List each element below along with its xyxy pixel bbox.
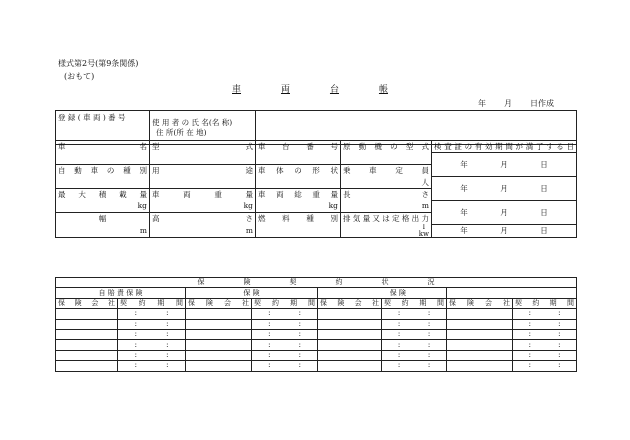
period-field[interactable]: : : xyxy=(513,329,577,339)
vehicle-weight-unit: kg xyxy=(150,200,256,212)
company-field[interactable] xyxy=(318,350,382,360)
expiry-date-2[interactable]: 年 月 日 xyxy=(432,177,577,201)
company-field[interactable] xyxy=(56,309,118,319)
company-field[interactable] xyxy=(56,350,118,360)
fuel-type-label: 燃料種別 xyxy=(256,212,341,224)
user-name-label: 使 用 者 の 氏 名(名 称) xyxy=(152,117,233,127)
inspection-expiry-label: 検査証の有効期間が満了する日 xyxy=(432,141,577,153)
company-field[interactable] xyxy=(56,329,118,339)
car-name-field[interactable] xyxy=(56,153,150,165)
width-unit: m xyxy=(56,224,150,237)
company-field[interactable] xyxy=(56,340,118,350)
date-made: 日作成 xyxy=(530,99,554,108)
period-field[interactable]: : : xyxy=(252,319,318,329)
period-field[interactable]: : : xyxy=(118,361,186,371)
period-field[interactable]: : : xyxy=(513,309,577,319)
company-field[interactable] xyxy=(56,319,118,329)
insurance-group-1: 保 険 xyxy=(186,288,318,298)
vehicle-class-label: 自動車の種別 xyxy=(56,165,150,177)
engine-model-label: 原動機の型式 xyxy=(341,141,432,153)
period-header: 契 約 期 間 xyxy=(513,298,577,308)
usage-label: 用途 xyxy=(150,165,256,177)
company-field[interactable] xyxy=(56,361,118,371)
company-field[interactable] xyxy=(318,309,382,319)
insurance-row xyxy=(56,340,577,350)
insurance-group-2: 保 険 xyxy=(318,288,447,298)
gross-weight-unit: kg xyxy=(256,200,341,212)
body-shape-field[interactable] xyxy=(256,177,341,189)
company-field[interactable] xyxy=(318,361,382,371)
company-header: 保 険 会 社 xyxy=(318,298,382,308)
period-field[interactable]: : : xyxy=(118,350,186,360)
height-label: 高さ xyxy=(150,212,256,224)
period-field[interactable]: : : xyxy=(252,350,318,360)
company-field[interactable] xyxy=(186,309,252,319)
company-header: 保 険 会 社 xyxy=(447,298,513,308)
expiry-date-3[interactable]: 年 月 日 xyxy=(432,200,577,224)
expiry-date-1[interactable]: 年 月 日 xyxy=(432,153,577,177)
period-field[interactable]: : : xyxy=(382,340,447,350)
car-name-label: 車名 xyxy=(56,141,150,153)
company-field[interactable] xyxy=(447,361,513,371)
company-field[interactable] xyxy=(447,350,513,360)
period-field[interactable]: : : xyxy=(252,361,318,371)
chassis-number-label: 車台番号 xyxy=(256,141,341,153)
period-field[interactable]: : : xyxy=(118,340,186,350)
insurance-row xyxy=(56,309,577,319)
body-shape-label: 車体の形状 xyxy=(256,165,341,177)
period-field[interactable]: : : xyxy=(513,319,577,329)
max-load-label: 最大積載量 xyxy=(56,189,150,201)
form-side-label: (おもて) xyxy=(64,72,95,81)
insurance-row xyxy=(56,350,577,360)
period-field[interactable]: : : xyxy=(382,350,447,360)
chassis-number-field[interactable] xyxy=(256,153,341,165)
company-field[interactable] xyxy=(318,329,382,339)
jibaiseki-label: 自 賠 責 保 険 xyxy=(56,288,186,298)
company-field[interactable] xyxy=(318,340,382,350)
vehicle-class-field[interactable] xyxy=(56,177,150,189)
address-label: 住 所(所 在 地) xyxy=(156,128,207,137)
company-field[interactable] xyxy=(186,361,252,371)
company-field[interactable] xyxy=(318,319,382,329)
model-label: 型式 xyxy=(150,141,256,153)
max-load-unit: kg xyxy=(56,200,150,212)
period-field[interactable]: : : xyxy=(252,340,318,350)
title-char: 台 xyxy=(329,85,339,95)
company-field[interactable] xyxy=(186,340,252,350)
date-year: 年 xyxy=(478,99,486,108)
title-char: 両 xyxy=(280,85,290,95)
company-header: 保 険 会 社 xyxy=(186,298,252,308)
period-header: 契 約 期 間 xyxy=(382,298,447,308)
company-field[interactable] xyxy=(186,319,252,329)
company-field[interactable] xyxy=(447,340,513,350)
reg-number-label: 登 録 ( 車 両 ) 番 号 xyxy=(56,111,150,145)
displacement-label: 排気量又は定格出力 xyxy=(341,212,432,224)
period-header: 契 約 期 間 xyxy=(118,298,186,308)
period-field[interactable]: : : xyxy=(252,329,318,339)
displacement-unit: l kw xyxy=(341,224,432,237)
insurance-row xyxy=(56,361,577,371)
vehicle-weight-label: 車両重量 xyxy=(150,189,256,201)
period-field[interactable]: : : xyxy=(513,350,577,360)
period-field[interactable]: : : xyxy=(513,340,577,350)
company-field[interactable] xyxy=(447,309,513,319)
insurance-group-3 xyxy=(447,288,577,298)
length-label: 長さ xyxy=(341,189,432,201)
expiry-date-4[interactable]: 年 月 日 xyxy=(432,224,577,237)
fuel-type-field[interactable] xyxy=(256,224,341,237)
period-field[interactable]: : : xyxy=(118,319,186,329)
period-header: 契 約 期 間 xyxy=(252,298,318,308)
usage-field[interactable] xyxy=(150,177,256,189)
period-field[interactable]: : : xyxy=(118,309,186,319)
width-label: 幅 xyxy=(56,212,150,224)
company-field[interactable] xyxy=(186,350,252,360)
title-char: 帳 xyxy=(378,85,388,95)
insurance-title: 保 険 契 約 状 況 xyxy=(56,278,577,288)
date-month: 月 xyxy=(504,99,512,108)
height-unit: m xyxy=(150,224,256,237)
capacity-label: 乗車定員 xyxy=(341,165,432,177)
vehicle-spec-table xyxy=(55,140,577,238)
form-number: 様式第2号(第9条関係) xyxy=(58,59,139,68)
period-field[interactable]: : : xyxy=(118,329,186,339)
title-char: 車 xyxy=(232,85,242,95)
length-unit: m xyxy=(341,200,432,212)
insurance-row xyxy=(56,319,577,329)
period-field[interactable]: : : xyxy=(382,361,447,371)
period-field[interactable]: : : xyxy=(382,319,447,329)
company-field[interactable] xyxy=(186,329,252,339)
period-field[interactable]: : : xyxy=(382,309,447,319)
model-field[interactable] xyxy=(150,153,256,165)
company-field[interactable] xyxy=(447,329,513,339)
form-title xyxy=(232,82,388,95)
gross-weight-label: 車両総重量 xyxy=(256,189,341,201)
period-field[interactable]: : : xyxy=(382,329,447,339)
engine-model-field[interactable] xyxy=(341,153,432,165)
insurance-table xyxy=(55,277,577,372)
insurance-row xyxy=(56,329,577,339)
period-field[interactable]: : : xyxy=(252,309,318,319)
period-field[interactable]: : : xyxy=(513,361,577,371)
company-header: 保 険 会 社 xyxy=(56,298,118,308)
company-field[interactable] xyxy=(447,319,513,329)
capacity-unit: 人 xyxy=(341,177,432,189)
